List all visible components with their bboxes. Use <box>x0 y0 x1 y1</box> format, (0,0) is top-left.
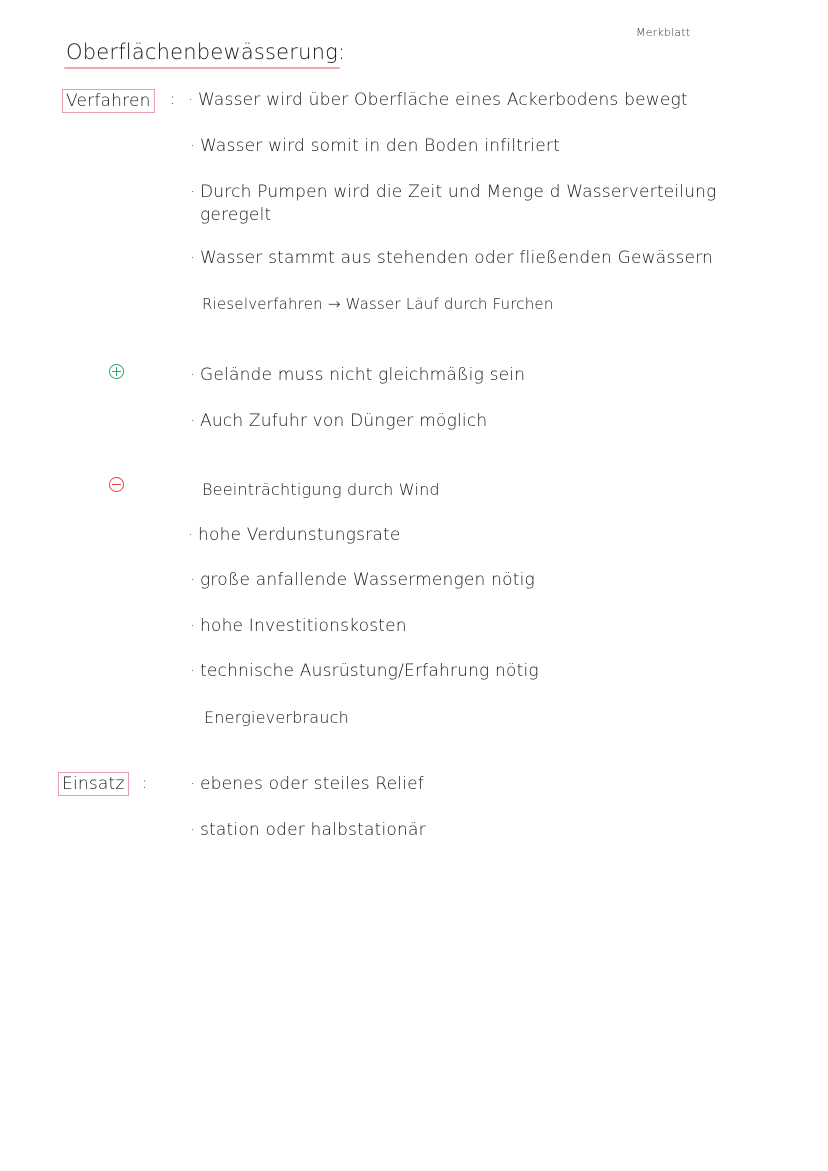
bullet: · <box>190 570 196 590</box>
bullet: · <box>190 820 196 840</box>
list-item-continuation: geregelt <box>200 205 272 225</box>
list-item: · station oder halbstationär <box>190 820 426 840</box>
bullet: · <box>188 525 194 545</box>
bullet: · <box>190 248 196 268</box>
list-item: Energieverbrauch <box>204 708 349 727</box>
bullet: · <box>190 661 196 681</box>
list-item: · Wasser wird über Oberfläche eines Ackerbodens bewegt <box>188 90 688 110</box>
list-item: · Durch Pumpen wird die Zeit und Menge d Wasserverteilung <box>190 182 717 202</box>
bullet: · <box>190 136 196 156</box>
bullet: · <box>190 774 196 794</box>
list-item: · technische Ausrüstung/Erfahrung nötig <box>190 661 539 681</box>
minus-circle-icon <box>109 477 124 492</box>
bullet: · <box>190 365 196 385</box>
bullet: · <box>190 182 196 202</box>
list-item: · große anfallende Wassermengen nötig <box>190 570 535 590</box>
bullet: · <box>190 616 196 636</box>
plus-circle-icon <box>109 364 124 379</box>
list-item: · Auch Zufuhr von Dünger möglich <box>190 411 488 431</box>
verfahren-label: Verfahren <box>62 89 155 113</box>
page-title: Oberflächenbewässerung: <box>66 40 346 64</box>
verfahren-colon: : <box>170 89 176 108</box>
list-item: · hohe Verdunstungsrate <box>188 525 401 545</box>
title-underline <box>64 67 340 69</box>
list-item: · Gelände muss nicht gleichmäßig sein <box>190 365 526 385</box>
einsatz-colon: : <box>142 773 148 792</box>
einsatz-label: Einsatz <box>58 772 129 796</box>
list-item: · Wasser stammt aus stehenden oder fließenden Gewässern <box>190 248 713 268</box>
sheet-label: Merkblatt <box>636 26 691 39</box>
list-item: · ebenes oder steiles Relief <box>190 774 424 794</box>
riesel-note: Rieselverfahren → Wasser Läuf durch Furchen <box>202 295 554 313</box>
list-item: · Wasser wird somit in den Boden infiltriert <box>190 136 560 156</box>
list-item: Beeinträchtigung durch Wind <box>202 480 440 499</box>
bullet: · <box>190 411 196 431</box>
bullet: · <box>188 90 194 110</box>
list-item: · hohe Investitionskosten <box>190 616 407 636</box>
